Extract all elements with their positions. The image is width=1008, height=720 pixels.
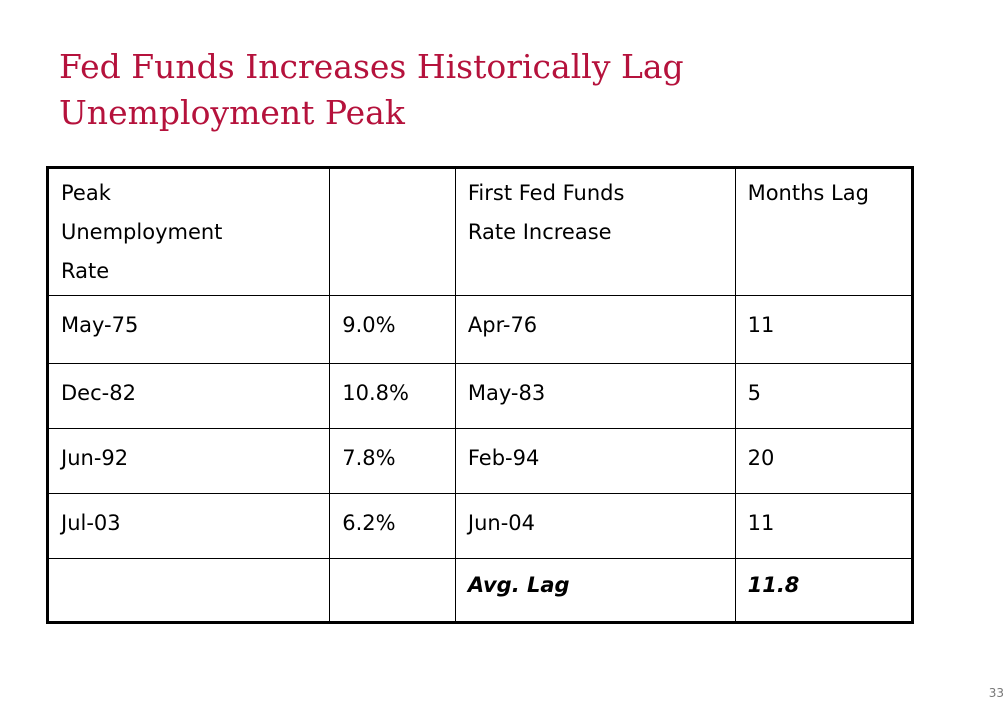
- header-cell-months-lag: [735, 168, 912, 296]
- table-row: [48, 494, 913, 559]
- cell-peak-rate: 6.2%: [330, 494, 456, 559]
- cell-peak-date: May-75: [48, 296, 330, 364]
- cell-increase-date: Jun-04: [455, 494, 735, 559]
- cell-months-lag: 20: [735, 429, 912, 494]
- table-header-row: [48, 168, 913, 296]
- cell-peak-rate: 10.8%: [330, 364, 456, 429]
- table-summary-row: [48, 559, 913, 623]
- cell-peak-date: Jun-92: [48, 429, 330, 494]
- cell-months-lag: 11: [735, 494, 912, 559]
- cell-peak-rate: 7.8%: [330, 429, 456, 494]
- avg-lag-label: Avg. Lag: [455, 559, 735, 623]
- cell-months-lag: 5: [735, 364, 912, 429]
- slide-title-line-1: Fed Funds Increases Historically Lag: [59, 47, 684, 86]
- header-cell-peak-unemployment: [48, 168, 330, 296]
- page-number: 33: [988, 686, 1004, 700]
- cell-increase-date: May-83: [455, 364, 735, 429]
- cell-peak-date: Jul-03: [48, 494, 330, 559]
- header-text: Peak: [61, 181, 111, 205]
- summary-empty-cell: [48, 559, 330, 623]
- table-row: [48, 296, 913, 364]
- avg-lag-value: 11.8: [735, 559, 912, 623]
- table-row: [48, 364, 913, 429]
- header-cell-empty: [330, 168, 456, 296]
- header-text: First Fed Funds: [467, 181, 625, 205]
- slide-title-line-2: Unemployment Peak: [59, 93, 405, 132]
- header-text: Rate Increase: [467, 220, 612, 244]
- header-cell-first-fed-funds: [455, 168, 735, 296]
- cell-months-lag: 11: [735, 296, 912, 364]
- table-row: [48, 429, 913, 494]
- cell-peak-date: Dec-82: [48, 364, 330, 429]
- cell-increase-date: Apr-76: [455, 296, 735, 364]
- unemployment-fed-funds-table: [46, 166, 914, 624]
- header-text: Rate: [61, 259, 110, 283]
- cell-peak-rate: 9.0%: [330, 296, 456, 364]
- header-text: Unemployment: [61, 220, 223, 244]
- slide-title: [59, 44, 959, 136]
- header-text: Months Lag: [747, 181, 869, 205]
- cell-increase-date: Feb-94: [455, 429, 735, 494]
- summary-empty-cell: [330, 559, 456, 623]
